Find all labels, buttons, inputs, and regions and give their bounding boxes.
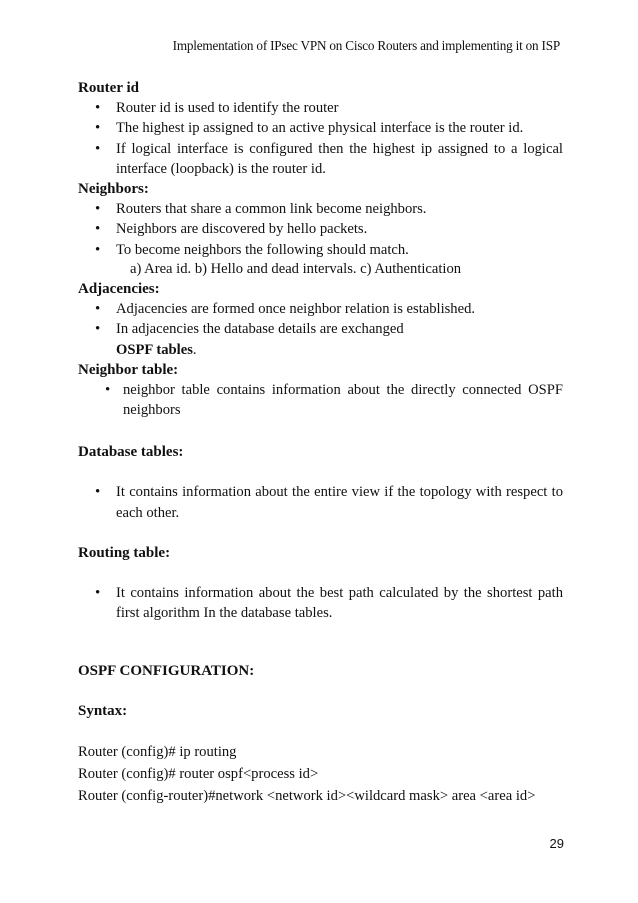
- list-item: • neighbor table contains information about the directly connected OSPF neighbors: [78, 380, 563, 421]
- neighbor-table-list: [78, 380, 563, 421]
- list-item: • Routers that share a common link become neighbors.: [78, 199, 563, 219]
- neighbors-list: [78, 199, 563, 260]
- adjacencies-list: [78, 299, 563, 340]
- config-line: Router (config)# router ospf<process id>: [78, 766, 319, 783]
- ospf-tables-bold: OSPF tables: [116, 341, 193, 358]
- neighbor-match-criteria: a) Area id. b) Hello and dead intervals. c) Authentication: [130, 261, 462, 278]
- heading-ospf-configuration: OSPF CONFIGURATION:: [78, 663, 255, 680]
- heading-neighbors: Neighbors:: [78, 181, 149, 198]
- router-id-list: [78, 98, 563, 179]
- heading-database-tables: Database tables:: [78, 444, 184, 461]
- page-number: 29: [549, 836, 564, 851]
- heading-neighbor-table: Neighbor table:: [78, 361, 179, 378]
- running-header: Implementation of IPsec VPN on Cisco Routers and implementing it on ISP: [172, 38, 560, 53]
- list-item: • If logical interface is configured then the highest ip assigned to a logical interface (loopback) is the router id.: [78, 139, 563, 180]
- list-item: • In adjacencies the database details are exchanged: [78, 319, 563, 339]
- page-body: [78, 78, 563, 807]
- list-item: • It contains information about the best path calculated by the shortest path first algorithm In the database tables.: [78, 583, 563, 624]
- ospf-tables-period: .: [192, 341, 197, 358]
- heading-adjacencies: Adjacencies:: [78, 281, 160, 298]
- heading-routing-table: Routing table:: [78, 544, 171, 561]
- database-tables-list: [78, 482, 563, 523]
- heading-syntax: Syntax:: [78, 703, 128, 720]
- list-item: • Neighbors are discovered by hello packets.: [78, 219, 563, 239]
- config-line: Router (config)# ip routing: [78, 744, 237, 761]
- heading-router-id: Router id: [78, 80, 139, 96]
- config-line: Router (config-router)#network <network id><wildcard mask> area <area id>: [78, 788, 536, 805]
- list-item: • Adjacencies are formed once neighbor relation is established.: [78, 299, 563, 319]
- list-item: • It contains information about the entire view if the topology with respect to each other.: [78, 482, 563, 523]
- list-item: • Router id is used to identify the router: [78, 98, 563, 118]
- list-item: • The highest ip assigned to an active physical interface is the router id.: [78, 118, 563, 138]
- list-item: • To become neighbors the following should match.: [78, 240, 563, 260]
- routing-table-list: [78, 583, 563, 624]
- ospf-tables-label: [78, 340, 563, 360]
